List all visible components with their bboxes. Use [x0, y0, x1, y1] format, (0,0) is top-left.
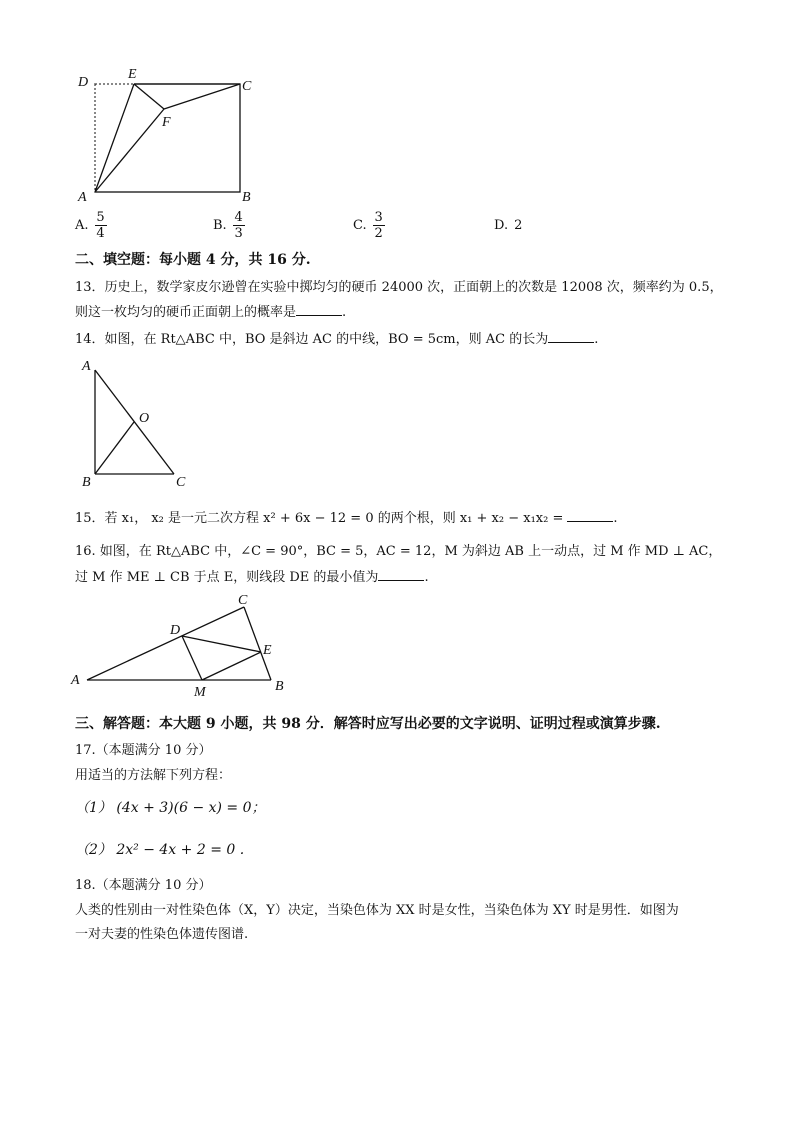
option-b[interactable]: B. $\frac{4}{3}$	[213, 210, 243, 241]
label-m: M	[194, 685, 206, 700]
fraction: $\frac{4}{3}$	[234, 210, 243, 241]
segment-af	[95, 109, 164, 192]
q14-stem: 14．如图，在 Rt△ABC 中，BO 是斜边 AC 的中线，BO = 5cm，则 AC 的长为 .	[75, 332, 599, 347]
q13-line1: 13．历史上，数学家皮尔逊曾在实验中掷均匀的硬币 24000 次，正面朝上的次数是 12008 次，频率约为 0.5，	[75, 280, 723, 295]
q16-line2: 过 M 作 ME ⊥ CB 于点 E，则线段 DE 的最小值为 .	[75, 570, 429, 585]
option-c[interactable]: C. $\frac{3}{2}$	[353, 210, 383, 241]
label-c: C	[238, 593, 248, 608]
q18-header: 18.（本题满分 10 分）	[75, 878, 212, 893]
rect-abcd	[95, 84, 240, 192]
label-c: C	[176, 475, 186, 490]
q17-part1: （1） (4x + 3)(6 − x) = 0；	[75, 800, 266, 816]
label-b: B	[82, 475, 91, 490]
label-a: A	[71, 673, 80, 688]
segment-fc	[164, 84, 240, 109]
q17-instruction: 用适当的方法解下列方程：	[75, 768, 232, 783]
option-a[interactable]: A. $\frac{5}{4}$	[75, 210, 105, 241]
q13-line2: 则这一枚均匀的硬币正面朝上的概率是 .	[75, 305, 347, 320]
segment-dm	[182, 636, 202, 680]
section3-title: 三、解答题：本大题 9 小题，共 98 分．解答时应写出必要的文字说明、证明过程或演算步骤.	[75, 716, 661, 732]
label-d: D	[170, 623, 181, 638]
q16-line1: 16. 如图，在 Rt△ABC 中，∠C = 90°，BC = 5，AC = 12，M 为斜边 AB 上一动点，过 M 作 MD ⊥ AC，	[75, 544, 722, 559]
answer-blank[interactable]	[548, 330, 594, 343]
answer-blank[interactable]	[296, 303, 342, 316]
q17-header: 17.（本题满分 10 分）	[75, 743, 212, 758]
q15-stem: 15．若 x₁， x₂ 是一元二次方程 x² + 6x − 12 = 0 的两个根，则 x₁ + x₂ − x₁x₂ = .	[75, 511, 618, 526]
option-d[interactable]: D. 2	[494, 218, 523, 233]
label-a: A	[78, 190, 87, 205]
segment-bo	[95, 422, 134, 474]
label-c: C	[242, 79, 252, 94]
q17-part2: （2） 2x² − 4x + 2 = 0 .	[75, 842, 245, 858]
label-b: B	[275, 679, 284, 694]
segment-me	[202, 652, 261, 680]
label-f: F	[162, 115, 171, 130]
segment-ae	[95, 84, 134, 192]
fraction: $\frac{3}{2}$	[374, 210, 383, 241]
segment-ef	[134, 84, 164, 109]
answer-blank[interactable]	[567, 509, 613, 522]
label-a: A	[82, 359, 91, 374]
label-o: O	[139, 411, 150, 426]
label-b: B	[242, 190, 251, 205]
label-d: D	[78, 75, 89, 90]
q12-figure	[70, 62, 270, 207]
q16-figure	[68, 592, 298, 700]
label-e: E	[263, 643, 272, 658]
answer-blank[interactable]	[378, 568, 424, 581]
q18-line1: 人类的性别由一对性染色体（X，Y）决定，当染色体为 XX 时是女性，当染色体为 XY 时是男性．如图为	[75, 903, 679, 918]
fraction: $\frac{5}{4}$	[96, 210, 105, 241]
section2-title: 二、填空题：每小题 4 分，共 16 分.	[75, 252, 311, 268]
label-e: E	[128, 67, 137, 82]
segment-de	[182, 636, 261, 652]
q14-figure	[76, 352, 206, 492]
q18-line2: 一对夫妻的性染色体遗传图谱.	[75, 927, 249, 942]
